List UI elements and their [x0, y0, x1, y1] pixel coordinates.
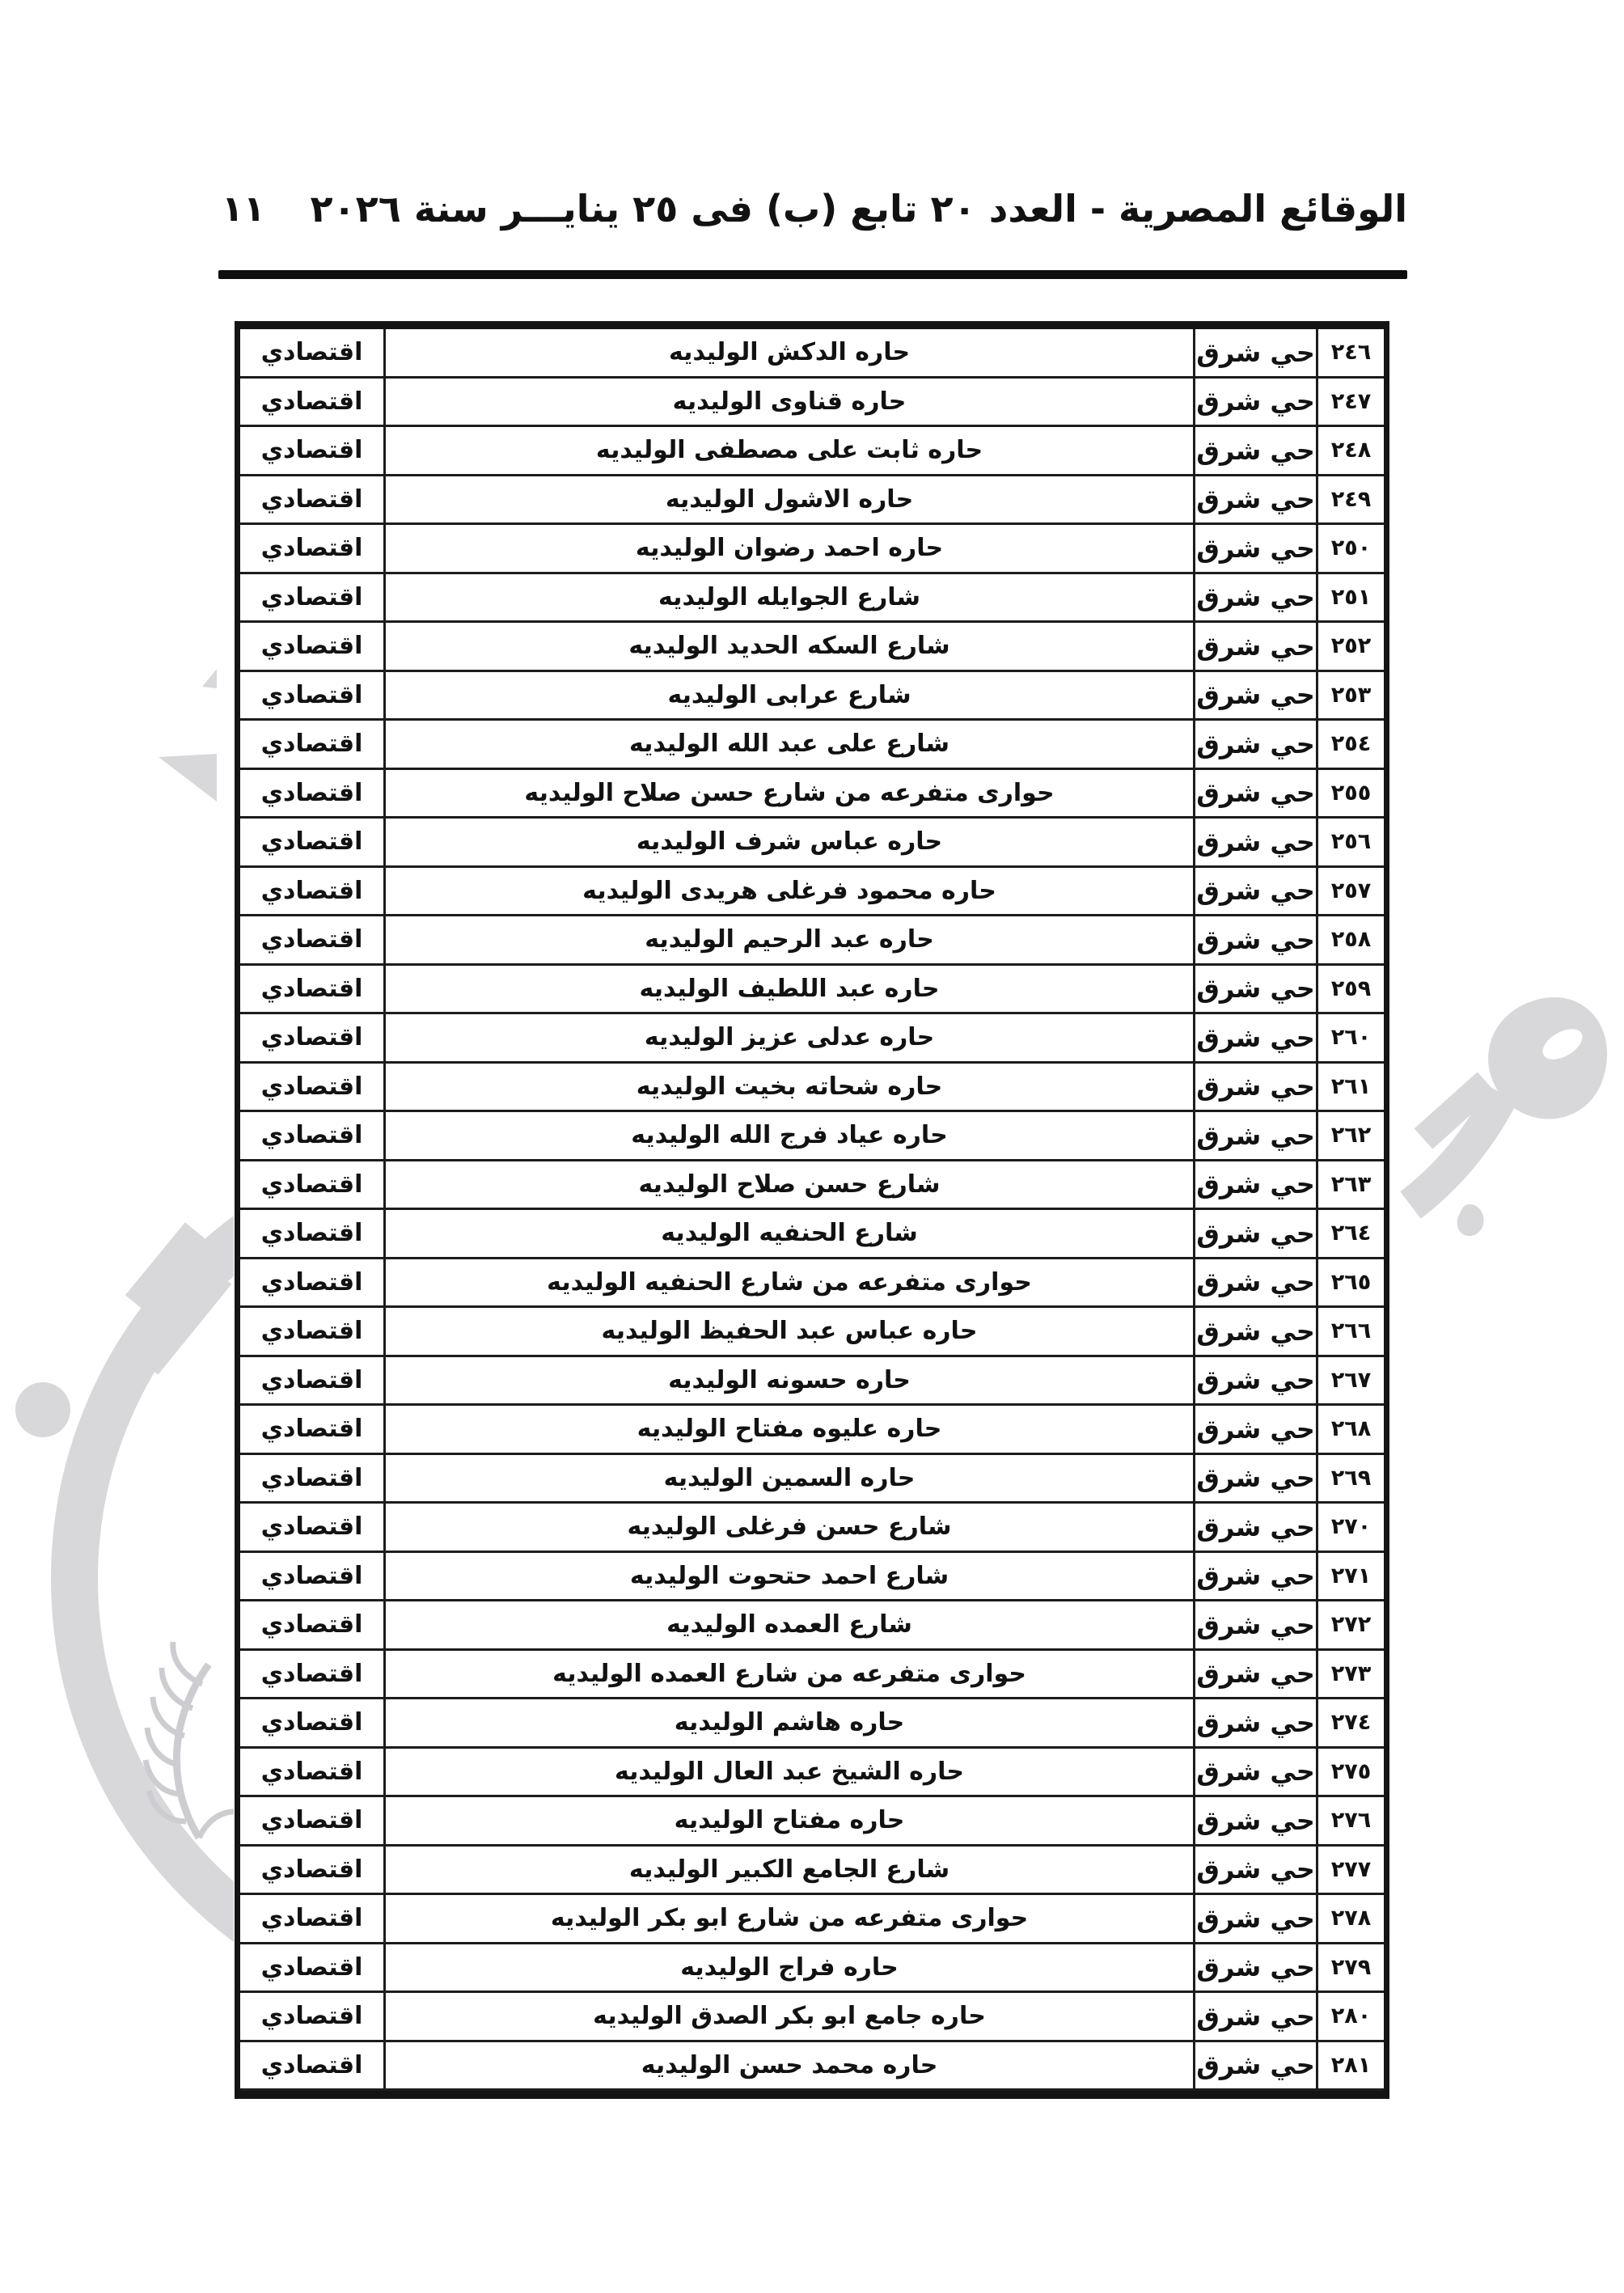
row-classification: اقتصادي — [240, 966, 383, 1015]
street-name: شارع عرابى الوليديه — [383, 672, 1193, 721]
street-name: حاره الدكش الوليديه — [383, 329, 1193, 379]
row-district: حي شرق — [1193, 1699, 1316, 1749]
page-number: ١١ — [222, 188, 265, 230]
row-classification: اقتصادي — [240, 1601, 383, 1651]
street-name: حاره عبد الرحيم الوليديه — [383, 916, 1193, 966]
street-name: شارع على عبد الله الوليديه — [383, 721, 1193, 770]
row-district: حي شرق — [1193, 476, 1316, 526]
row-classification: اقتصادي — [240, 1064, 383, 1113]
row-district: حي شرق — [1193, 1014, 1316, 1064]
street-name: حاره محمد حسن الوليديه — [383, 2042, 1193, 2092]
row-number: ٢٧١ — [1316, 1553, 1384, 1602]
row-classification: اقتصادي — [240, 1406, 383, 1455]
row-classification: اقتصادي — [240, 916, 383, 966]
row-district: حي شرق — [1193, 1895, 1316, 1944]
row-district: حي شرق — [1193, 819, 1316, 868]
row-classification: اقتصادي — [240, 819, 383, 868]
row-district: حي شرق — [1193, 1210, 1316, 1259]
row-classification: اقتصادي — [240, 1504, 383, 1553]
row-number: ٢٧٧ — [1316, 1847, 1384, 1896]
row-district: حي شرق — [1193, 329, 1316, 379]
row-district: حي شرق — [1193, 1749, 1316, 1798]
row-number: ٢٧٠ — [1316, 1504, 1384, 1553]
row-classification: اقتصادي — [240, 1699, 383, 1749]
row-classification: اقتصادي — [240, 379, 383, 428]
row-district: حي شرق — [1193, 1553, 1316, 1602]
gazette-title: الوقائع المصرية - العدد ٢٠ تابع (ب) فى ٢٥ ينايـــر سنة ٢٠٢٦ — [310, 187, 1407, 231]
street-name: حاره عياد فرج الله الوليديه — [383, 1112, 1193, 1161]
street-name: حاره مفتاح الوليديه — [383, 1797, 1193, 1847]
row-number: ٢٧٢ — [1316, 1601, 1384, 1651]
row-district: حي شرق — [1193, 1064, 1316, 1113]
street-name: حاره جامع ابو بكر الصدق الوليديه — [383, 1993, 1193, 2042]
row-classification: اقتصادي — [240, 721, 383, 770]
row-number: ٢٦٨ — [1316, 1406, 1384, 1455]
laurel-branch-icon — [146, 1642, 239, 1838]
row-classification: اقتصادي — [240, 574, 383, 624]
row-number: ٢٥٨ — [1316, 916, 1384, 966]
row-district: حي شرق — [1193, 1357, 1316, 1407]
row-number: ٢٦٠ — [1316, 1014, 1384, 1064]
street-name: شارع السكه الحديد الوليديه — [383, 623, 1193, 672]
row-number: ٢٥٣ — [1316, 672, 1384, 721]
street-name: حاره ثابت على مصطفى الوليديه — [383, 427, 1193, 476]
row-classification: اقتصادي — [240, 1651, 383, 1700]
row-number: ٢٤٨ — [1316, 427, 1384, 476]
street-name: حوارى متفرعه من شارع العمده الوليديه — [383, 1651, 1193, 1700]
row-district: حي شرق — [1193, 379, 1316, 428]
row-district: حي شرق — [1193, 966, 1316, 1015]
row-district: حي شرق — [1193, 1504, 1316, 1553]
row-classification: اقتصادي — [240, 1455, 383, 1504]
street-name: شارع العمده الوليديه — [383, 1601, 1193, 1651]
row-number: ٢٦٧ — [1316, 1357, 1384, 1407]
row-number: ٢٨١ — [1316, 2042, 1384, 2092]
row-district: حي شرق — [1193, 2042, 1316, 2092]
page-header — [217, 168, 1407, 249]
row-district: حي شرق — [1193, 427, 1316, 476]
row-district: حي شرق — [1193, 672, 1316, 721]
row-number: ٢٦٦ — [1316, 1308, 1384, 1357]
row-classification: اقتصادي — [240, 1944, 383, 1994]
row-district: حي شرق — [1193, 1259, 1316, 1309]
street-name: حاره الاشول الوليديه — [383, 476, 1193, 526]
row-classification: اقتصادي — [240, 1210, 383, 1259]
row-classification: اقتصادي — [240, 1749, 383, 1798]
street-name: حوارى متفرعه من شارع ابو بكر الوليديه — [383, 1895, 1193, 1944]
street-name: شارع الجوايله الوليديه — [383, 574, 1193, 624]
street-name: حاره حسونه الوليديه — [383, 1357, 1193, 1407]
row-classification: اقتصادي — [240, 427, 383, 476]
street-name: حاره شحاته بخيت الوليديه — [383, 1064, 1193, 1113]
row-district: حي شرق — [1193, 1601, 1316, 1651]
street-name: حاره قناوى الوليديه — [383, 379, 1193, 428]
street-name: شارع حسن صلاح الوليديه — [383, 1161, 1193, 1211]
row-district: حي شرق — [1193, 1161, 1316, 1211]
street-name: حاره عبد اللطيف الوليديه — [383, 966, 1193, 1015]
row-district: حي شرق — [1193, 770, 1316, 819]
row-number: ٢٦٥ — [1316, 1259, 1384, 1309]
row-district: حي شرق — [1193, 1308, 1316, 1357]
street-name: شارع الجامع الكبير الوليديه — [383, 1847, 1193, 1896]
street-name: حاره عدلى عزيز الوليديه — [383, 1014, 1193, 1064]
row-classification: اقتصادي — [240, 1014, 383, 1064]
street-name: حاره احمد رضوان الوليديه — [383, 525, 1193, 574]
row-district: حي شرق — [1193, 1797, 1316, 1847]
row-number: ٢٦٣ — [1316, 1161, 1384, 1211]
row-district: حي شرق — [1193, 916, 1316, 966]
row-district: حي شرق — [1193, 1112, 1316, 1161]
street-name: حوارى متفرعه من شارع الحنفيه الوليديه — [383, 1259, 1193, 1309]
row-district: حي شرق — [1193, 574, 1316, 624]
street-name: شارع احمد حتحوت الوليديه — [383, 1553, 1193, 1602]
row-number: ٢٧٥ — [1316, 1749, 1384, 1798]
street-name: حاره محمود فرغلى هريدى الوليديه — [383, 868, 1193, 917]
row-district: حي شرق — [1193, 721, 1316, 770]
street-name: شارع الحنفيه الوليديه — [383, 1210, 1193, 1259]
street-name: حوارى متفرعه من شارع حسن صلاح الوليديه — [383, 770, 1193, 819]
row-district: حي شرق — [1193, 1944, 1316, 1994]
street-name: حاره فراج الوليديه — [383, 1944, 1193, 1994]
row-number: ٢٧٣ — [1316, 1651, 1384, 1700]
street-name: حاره الشيخ عبد العال الوليديه — [383, 1749, 1193, 1798]
row-number: ٢٤٩ — [1316, 476, 1384, 526]
row-classification: اقتصادي — [240, 1112, 383, 1161]
row-number: ٢٥٩ — [1316, 966, 1384, 1015]
row-number: ٢٦٤ — [1316, 1210, 1384, 1259]
row-classification: اقتصادي — [240, 1357, 383, 1407]
row-district: حي شرق — [1193, 868, 1316, 917]
row-classification: اقتصادي — [240, 1895, 383, 1944]
row-classification: اقتصادي — [240, 1259, 383, 1309]
row-district: حي شرق — [1193, 1406, 1316, 1455]
street-name: حاره هاشم الوليديه — [383, 1699, 1193, 1749]
row-classification: اقتصادي — [240, 1993, 383, 2042]
street-name: حاره عباس عبد الحفيظ الوليديه — [383, 1308, 1193, 1357]
row-classification: اقتصادي — [240, 1553, 383, 1602]
row-number: ٢٥١ — [1316, 574, 1384, 624]
row-number: ٢٥٧ — [1316, 868, 1384, 917]
row-classification: اقتصادي — [240, 329, 383, 379]
row-classification: اقتصادي — [240, 1847, 383, 1896]
row-district: حي شرق — [1193, 623, 1316, 672]
row-number: ٢٧٤ — [1316, 1699, 1384, 1749]
street-table — [240, 329, 1384, 2091]
row-number: ٢٧٩ — [1316, 1944, 1384, 1994]
row-number: ٢٥٦ — [1316, 819, 1384, 868]
row-classification: اقتصادي — [240, 476, 383, 526]
row-district: حي شرق — [1193, 1847, 1316, 1896]
row-number: ٢٦٩ — [1316, 1455, 1384, 1504]
row-number: ٢٦٢ — [1316, 1112, 1384, 1161]
row-number: ٢٦١ — [1316, 1064, 1384, 1113]
row-classification: اقتصادي — [240, 525, 383, 574]
row-classification: اقتصادي — [240, 1161, 383, 1211]
row-district: حي شرق — [1193, 1651, 1316, 1700]
row-number: ٢٥٤ — [1316, 721, 1384, 770]
row-number: ٢٥٠ — [1316, 525, 1384, 574]
row-number: ٢٤٧ — [1316, 379, 1384, 428]
street-name: حاره السمين الوليديه — [383, 1455, 1193, 1504]
row-classification: اقتصادي — [240, 672, 383, 721]
row-number: ٢٤٦ — [1316, 329, 1384, 379]
row-number: ٢٧٨ — [1316, 1895, 1384, 1944]
row-number: ٢٧٦ — [1316, 1797, 1384, 1847]
street-name: حاره عليوه مفتاح الوليديه — [383, 1406, 1193, 1455]
street-name: شارع حسن فرغلى الوليديه — [383, 1504, 1193, 1553]
row-number: ٢٨٠ — [1316, 1993, 1384, 2042]
row-classification: اقتصادي — [240, 868, 383, 917]
streets-table-frame — [235, 321, 1389, 2099]
row-classification: اقتصادي — [240, 1308, 383, 1357]
row-number: ٢٥٢ — [1316, 623, 1384, 672]
row-district: حي شرق — [1193, 1455, 1316, 1504]
row-district: حي شرق — [1193, 1993, 1316, 2042]
row-classification: اقتصادي — [240, 623, 383, 672]
row-number: ٢٥٥ — [1316, 770, 1384, 819]
row-classification: اقتصادي — [240, 1797, 383, 1847]
street-name: حاره عباس شرف الوليديه — [383, 819, 1193, 868]
row-district: حي شرق — [1193, 525, 1316, 574]
row-classification: اقتصادي — [240, 2042, 383, 2092]
row-classification: اقتصادي — [240, 770, 383, 819]
header-divider — [218, 270, 1407, 279]
